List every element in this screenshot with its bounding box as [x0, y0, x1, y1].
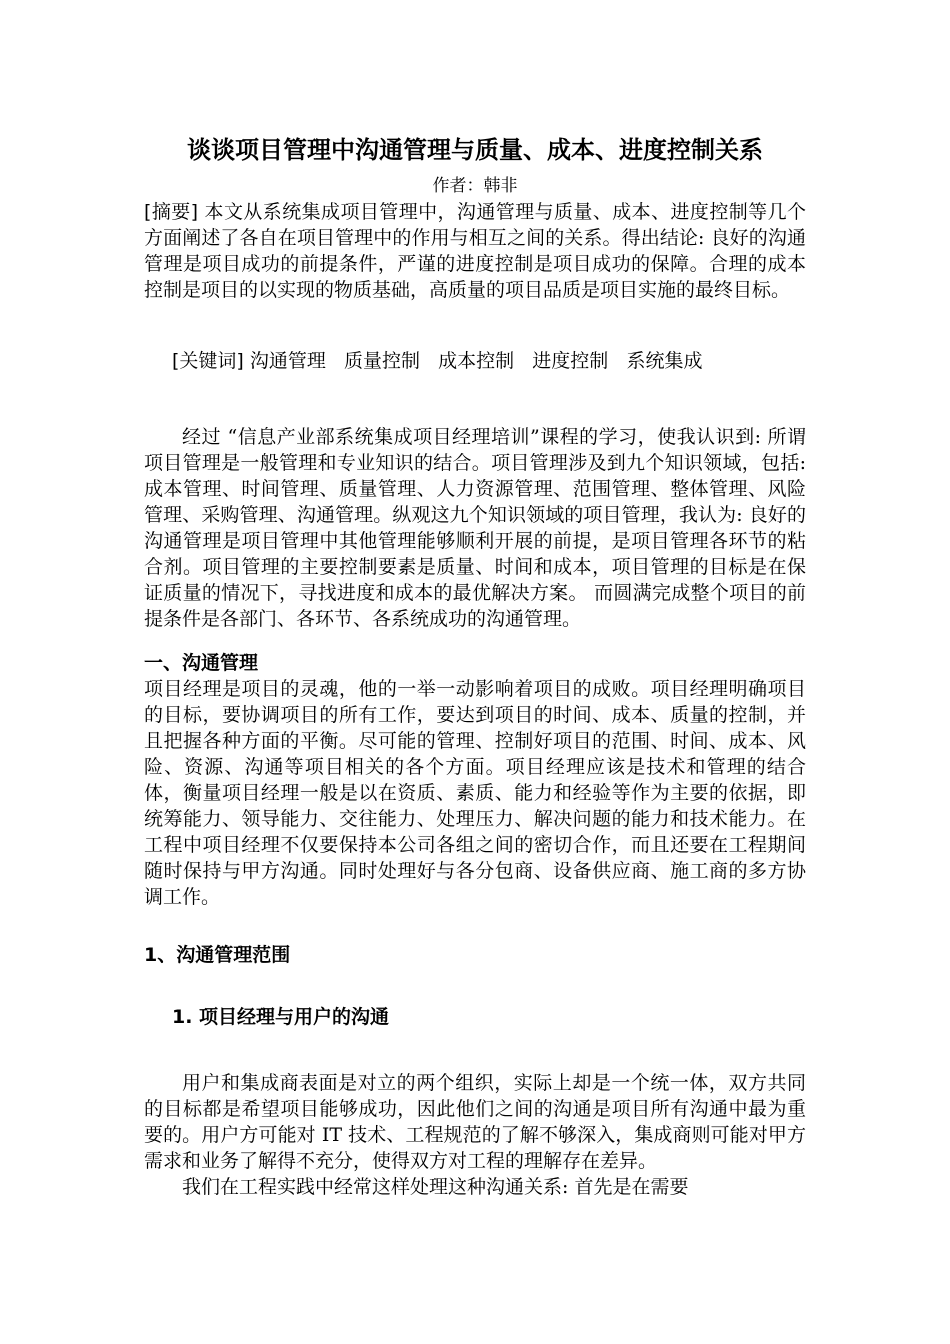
section-heading: 一、沟通管理	[144, 652, 259, 674]
body-paragraph: 用户和集成商表面是对立的两个组织，实际上却是一个统一体，双方共同的目标都是希望项目能够成功，因此他们之间的沟通是项目所有沟通中最为重要的。用户方可能对 IT 技术、工程规范的了解不够深入，集成商则可能对甲方需求和业务了解得不充分，使得双方对工程的理解存在差异。	[144, 1072, 806, 1172]
keyword-item: 进度控制	[532, 350, 609, 372]
author-line: 作者：韩非	[432, 176, 518, 196]
keyword-item: 沟通管理	[249, 350, 326, 372]
keywords-line	[172, 348, 812, 374]
subsection-1	[144, 942, 806, 968]
keyword-item: 成本控制	[438, 350, 515, 372]
subsubsection-heading: 1. 项目经理与用户的沟通	[172, 1006, 390, 1028]
section-paragraph: 项目经理是项目的灵魂，他的一举一动影响着项目的成败。项目经理明确项目的目标，要协调项目的所有工作，要达到项目的时间、成本、质量的控制，并且把握各种方面的平衡。尽可能的管理、控制好项目的范围、时间、成本、风险、资源、沟通等项目相关的各个方面。项目经理应该是技术和管理的结合体，衡量项目经理一般是以在资质、素质、能力和经验等作为主要的依据，即统筹能力、领导能力、交往能力、处理压力、解决问题的能力和技术能力。在工程中项目经理不仅要保持本公司各组之间的密切合作，而且还要在工程期间随时保持与甲方沟通。同时处理好与各分包商、设备供应商、施工商的多方协调工作。	[144, 678, 806, 908]
intro-paragraph: 经过 “信息产业部系统集成项目经理培训”课程的学习，使我认识到: 所谓项目管理是一般管理和专业知识的结合。项目管理涉及到九个知识领域，包括: 成本管理、时间管理、质量管理、人力资源管理、范围管理、整体管理、风险管理、采购管理、沟通管理。纵观这九个知识领域的项目管理，我认为: 良好的沟通管理是项目管理中其他管理能够顺利开展的前提，是项目管理各环节的粘合剂。项目管理的主要控制要素是质量、时间和成本，项目管理的目标是在保证质量的情况下，寻找进度和成本的最优解决方案。 而圆满完成整个项目的前提条件是各部门、各环节、各系统成功的沟通管理。	[144, 426, 806, 630]
abstract-paragraph	[144, 199, 806, 303]
subsubsection-body	[144, 1070, 806, 1200]
section-1	[144, 650, 806, 910]
keyword-item: 系统集成	[626, 350, 703, 372]
keyword-item: 质量控制	[344, 350, 421, 372]
intro-block	[144, 424, 806, 632]
body-paragraph: 我们在工程实践中经常这样处理这种沟通关系: 首先是在需要	[182, 1176, 689, 1198]
subsubsection-1	[172, 1004, 806, 1030]
abstract-block	[144, 199, 806, 303]
abstract-text: 本文从系统集成项目管理中，沟通管理与质量、成本、进度控制等几个方面阐述了各自在项目管理中的作用与相互之间的关系。得出结论: 良好的沟通管理是项目成功的前提条件，严谨的进度控制是项目成功的保障。合理的成本控制是项目的以实现的物质基础，高质量的项目品质是项目实施的最终目标。	[144, 201, 806, 301]
keywords-tag: [关键词]	[172, 350, 244, 372]
document-title: 谈谈项目管理中沟通管理与质量、成本、进度控制关系	[187, 136, 763, 164]
abstract-tag: [摘要]	[144, 201, 199, 223]
subsection-heading: 1、沟通管理范围	[144, 944, 291, 966]
